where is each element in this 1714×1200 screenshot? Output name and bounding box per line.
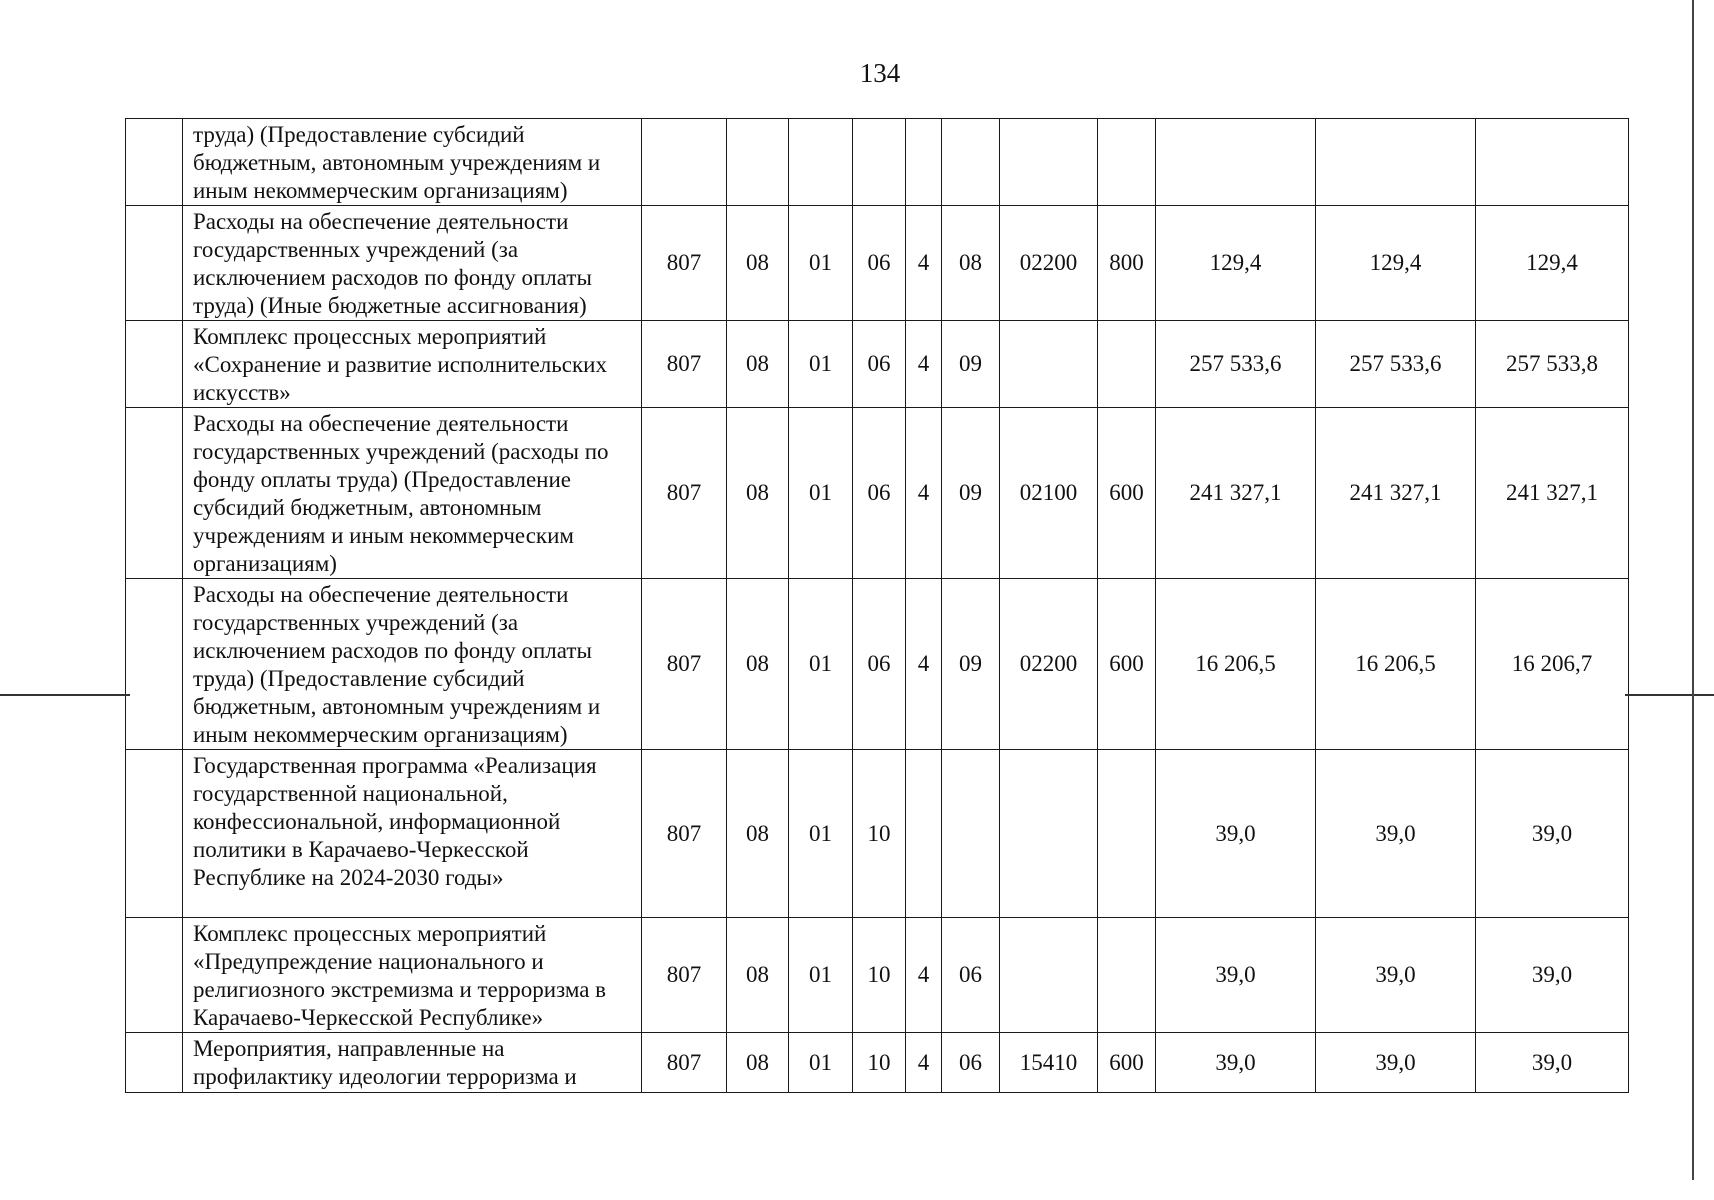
row-number-cell (126, 918, 183, 1033)
description-cell: Комплекс процессных мероприятий «Предупреждение национального и религиозного экстремизма и терроризма в Карачаево-Черкесской Республике» (183, 918, 642, 1033)
ministry-code-cell: 807 (642, 206, 727, 321)
activity-code-cell: 09 (942, 321, 1000, 408)
scan-fold-line-right (1625, 694, 1714, 696)
expense-type-cell: 800 (1098, 206, 1156, 321)
ministry-code-cell (642, 119, 727, 206)
amount-cell-1: 241 327,1 (1156, 408, 1316, 579)
amount-cell-3: 39,0 (1476, 918, 1629, 1033)
type-code-cell: 4 (906, 206, 942, 321)
program-code-cell: 10 (853, 1033, 906, 1093)
expense-type-cell (1098, 119, 1156, 206)
amount-cell-2: 241 327,1 (1316, 408, 1476, 579)
amount-cell-2: 39,0 (1316, 1033, 1476, 1093)
activity-code-cell (942, 750, 1000, 918)
row-number-cell (126, 750, 183, 918)
amount-cell-1: 129,4 (1156, 206, 1316, 321)
activity-code-cell: 06 (942, 918, 1000, 1033)
direction-code-cell: 02100 (1000, 408, 1098, 579)
program-code-cell: 10 (853, 750, 906, 918)
ministry-code-cell: 807 (642, 1033, 727, 1093)
amount-cell-2: 39,0 (1316, 750, 1476, 918)
type-code-cell (906, 119, 942, 206)
description-cell: Расходы на обеспечение деятельности государственных учреждений (за исключением расходов по фонду оплаты труда) (Предоставление субсидий бюджетным, автономным учреждениям и иным некоммерческим организациям) (183, 579, 642, 750)
amount-cell-3 (1476, 119, 1629, 206)
program-code-cell: 06 (853, 206, 906, 321)
expense-type-cell: 600 (1098, 408, 1156, 579)
amount-cell-3: 39,0 (1476, 1033, 1629, 1093)
ministry-code-cell: 807 (642, 750, 727, 918)
description-cell: труда) (Предоставление субсидий бюджетным, автономным учреждениям и иным некоммерческим организациям) (183, 119, 642, 206)
description-cell: Расходы на обеспечение деятельности государственных учреждений (расходы по фонду оплаты труда) (Предоставление субсидий бюджетным, автономным учреждениям и иным некоммерческим организациям) (183, 408, 642, 579)
direction-code-cell (1000, 918, 1098, 1033)
activity-code-cell: 09 (942, 579, 1000, 750)
type-code-cell: 4 (906, 918, 942, 1033)
ministry-code-cell: 807 (642, 579, 727, 750)
section-code-cell: 08 (727, 918, 789, 1033)
table-row (126, 119, 1629, 206)
section-code-cell: 08 (727, 408, 789, 579)
direction-code-cell (1000, 750, 1098, 918)
amount-cell-1: 257 533,6 (1156, 321, 1316, 408)
program-code-cell: 06 (853, 579, 906, 750)
page-number: 134 (859, 58, 901, 88)
table-row (126, 579, 1629, 750)
program-code-cell: 10 (853, 918, 906, 1033)
type-code-cell: 4 (906, 1033, 942, 1093)
activity-code-cell: 06 (942, 1033, 1000, 1093)
budget-table (125, 118, 1629, 1093)
section-code-cell: 08 (727, 206, 789, 321)
table-row (126, 408, 1629, 579)
activity-code-cell: 09 (942, 408, 1000, 579)
amount-cell-2: 129,4 (1316, 206, 1476, 321)
section-code-cell: 08 (727, 1033, 789, 1093)
subsection-code-cell: 01 (789, 918, 853, 1033)
amount-cell-1: 39,0 (1156, 918, 1316, 1033)
description-cell: Мероприятия, направленные на профилактику идеологии терроризма и (183, 1033, 642, 1093)
subsection-code-cell: 01 (789, 1033, 853, 1093)
budget-table-body (126, 119, 1629, 1093)
type-code-cell (906, 750, 942, 918)
direction-code-cell: 02200 (1000, 579, 1098, 750)
subsection-code-cell: 01 (789, 321, 853, 408)
row-number-cell (126, 408, 183, 579)
program-code-cell (853, 119, 906, 206)
ministry-code-cell: 807 (642, 321, 727, 408)
subsection-code-cell (789, 119, 853, 206)
table-row (126, 918, 1629, 1033)
expense-type-cell (1098, 918, 1156, 1033)
row-number-cell (126, 119, 183, 206)
amount-cell-3: 257 533,8 (1476, 321, 1629, 408)
amount-cell-1: 39,0 (1156, 1033, 1316, 1093)
table-row (126, 1033, 1629, 1093)
amount-cell-3: 16 206,7 (1476, 579, 1629, 750)
row-number-cell (126, 1033, 183, 1093)
type-code-cell: 4 (906, 321, 942, 408)
subsection-code-cell: 01 (789, 206, 853, 321)
program-code-cell: 06 (853, 321, 906, 408)
amount-cell-2: 16 206,5 (1316, 579, 1476, 750)
section-code-cell: 08 (727, 579, 789, 750)
section-code-cell: 08 (727, 750, 789, 918)
subsection-code-cell: 01 (789, 579, 853, 750)
table-row (126, 750, 1629, 918)
description-cell: Комплекс процессных мероприятий «Сохранение и развитие исполнительских искусств» (183, 321, 642, 408)
subsection-code-cell: 01 (789, 750, 853, 918)
amount-cell-3: 39,0 (1476, 750, 1629, 918)
amount-cell-3: 129,4 (1476, 206, 1629, 321)
activity-code-cell (942, 119, 1000, 206)
expense-type-cell: 600 (1098, 1033, 1156, 1093)
description-cell: Государственная программа «Реализация государственной национальной, конфессиональной, информационной политики в Карачаево-Черкесской Республике на 2024-2030 годы» (183, 750, 642, 918)
amount-cell-2: 39,0 (1316, 918, 1476, 1033)
subsection-code-cell: 01 (789, 408, 853, 579)
expense-type-cell (1098, 321, 1156, 408)
row-number-cell (126, 321, 183, 408)
expense-type-cell (1098, 750, 1156, 918)
amount-cell-2 (1316, 119, 1476, 206)
amount-cell-1: 39,0 (1156, 750, 1316, 918)
ministry-code-cell: 807 (642, 408, 727, 579)
row-number-cell (126, 206, 183, 321)
ministry-code-cell: 807 (642, 918, 727, 1033)
direction-code-cell: 15410 (1000, 1033, 1098, 1093)
section-code-cell: 08 (727, 321, 789, 408)
table-row (126, 321, 1629, 408)
expense-type-cell: 600 (1098, 579, 1156, 750)
type-code-cell: 4 (906, 408, 942, 579)
amount-cell-1 (1156, 119, 1316, 206)
scan-fold-line-left (0, 694, 130, 696)
direction-code-cell (1000, 119, 1098, 206)
activity-code-cell: 08 (942, 206, 1000, 321)
section-code-cell (727, 119, 789, 206)
amount-cell-1: 16 206,5 (1156, 579, 1316, 750)
amount-cell-3: 241 327,1 (1476, 408, 1629, 579)
table-row (126, 206, 1629, 321)
direction-code-cell (1000, 321, 1098, 408)
amount-cell-2: 257 533,6 (1316, 321, 1476, 408)
description-cell: Расходы на обеспечение деятельности государственных учреждений (за исключением расходов по фонду оплаты труда) (Иные бюджетные ассигнования) (183, 206, 642, 321)
row-number-cell (126, 579, 183, 750)
program-code-cell: 06 (853, 408, 906, 579)
direction-code-cell: 02200 (1000, 206, 1098, 321)
scan-gutter-line (1692, 0, 1694, 1180)
type-code-cell: 4 (906, 579, 942, 750)
